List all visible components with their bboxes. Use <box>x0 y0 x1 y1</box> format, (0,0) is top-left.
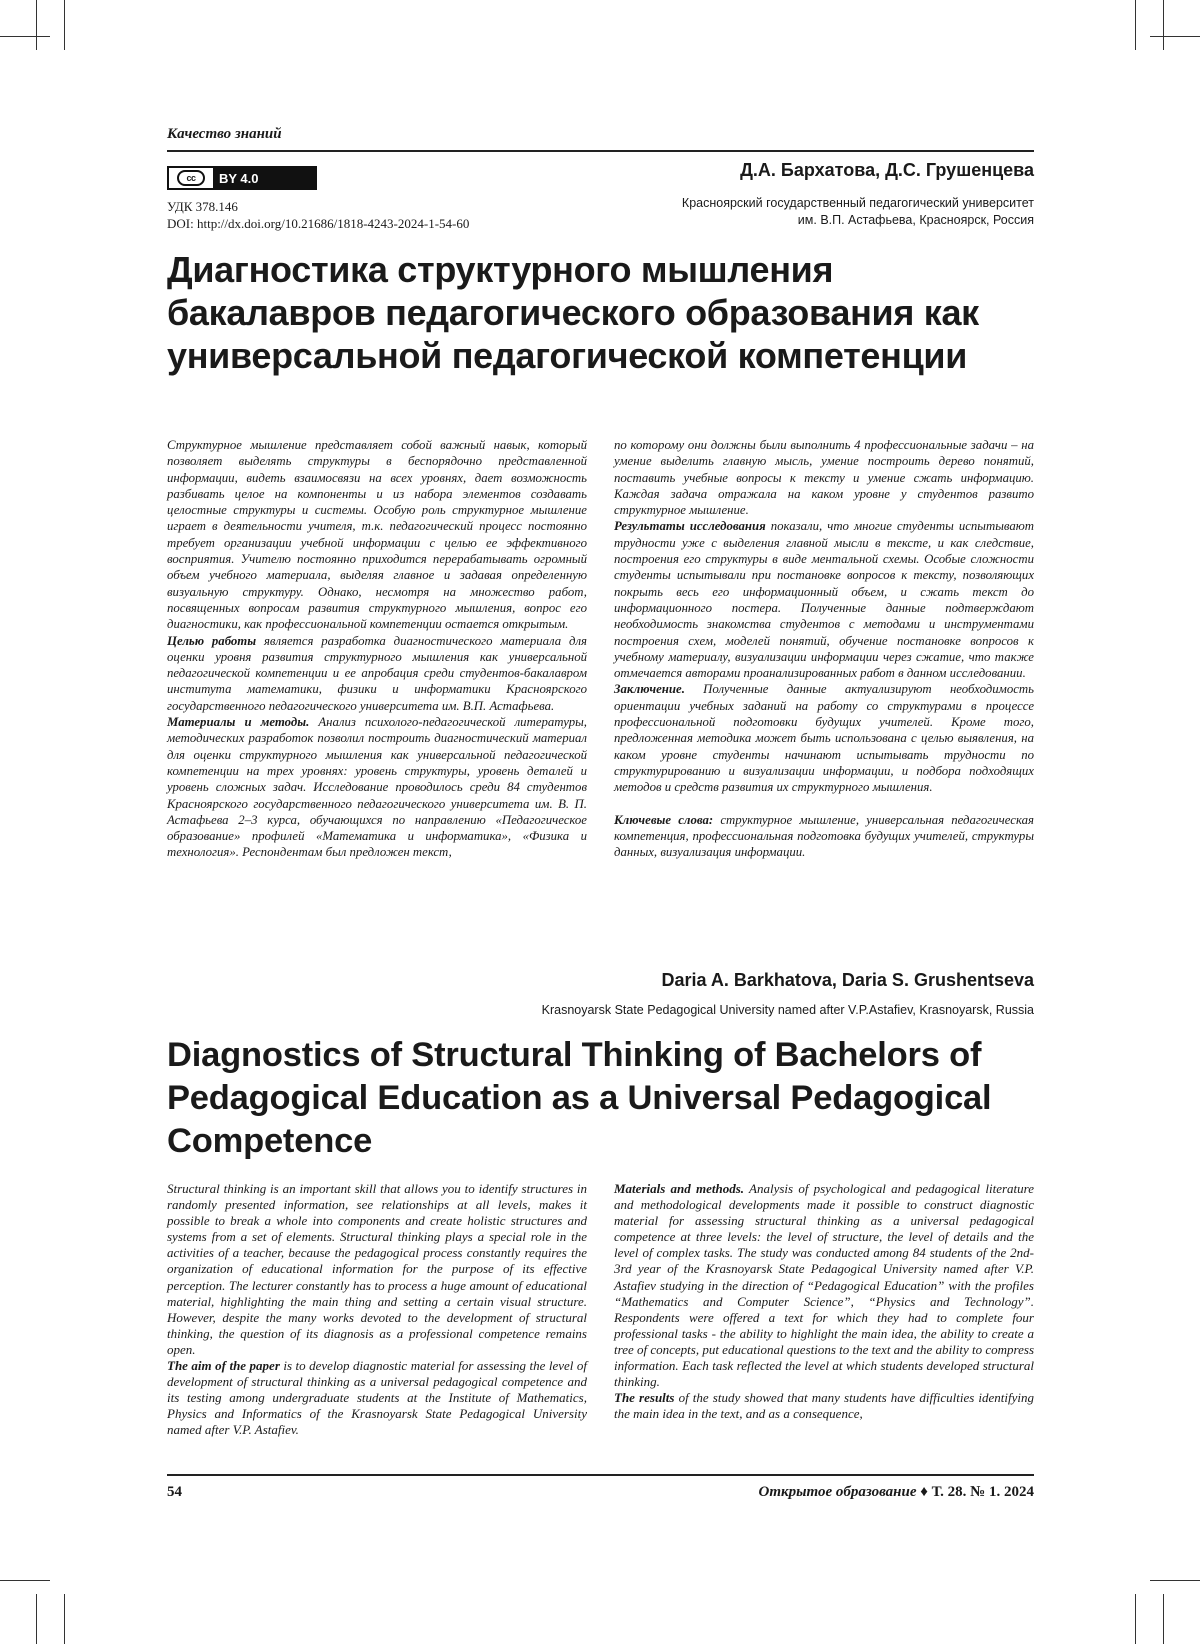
abstract-ru-column-left <box>167 437 587 861</box>
crop-mark <box>1150 1580 1200 1581</box>
abstract-ru-aim: Целью работы является разработка диагностического материала для оценки уровня развития структурного мышления как универсальной педагогической компетенции и ее апробация среди студентов-бакалавром института математики, физики и информатики Красноярского государственного педагогического университета им. В.П. Астафьева. <box>167 633 587 713</box>
crop-mark <box>1163 0 1164 50</box>
crop-mark <box>0 36 50 37</box>
footer-rule <box>167 1474 1034 1476</box>
crop-mark <box>1150 36 1200 37</box>
journal-name: Открытое образование <box>758 1484 917 1500</box>
abstract-en-column-left <box>167 1181 587 1439</box>
abstract-ru-conclusion: Заключение. Полученные данные актуализируют необходимость ориентации учебных заданий на работу со структурами в процессе профессиональной подготовки будущих учителей. Кроме того, предложенная методика может быть использована с целью выявления, на каком уровне студенты начинают испытывать трудности по структурированию и визуализации информации, и подбора подходящих методов и средств развития их структурного мышления. <box>614 682 1034 795</box>
abstract-ru-intro: Структурное мышление представляет собой важный навык, который позволяет выделять структуры в беспорядочно представленной информации, видеть взаимосвязи на всех уровнях, дает возможность разбивать целое на компоненты и из набора элементов создавать целостные структуры и системы. Особую роль структурное мышление играет в деятельности учителя, т.к. педагогический процесс постоянно требует организации учебной информации с целью ее эффективного восприятия. Учителю постоянно приходится перерабатывать огромный объем учебного материала, выделяя главное и задавая определенную визуальную структуру. Однако, несмотря на множество работ, посвященных вопросам развития структурного мышления, вопрос его диагностики, как профессиональной компетенции остается открытым. <box>167 438 587 632</box>
header-rule <box>167 150 1034 152</box>
crop-mark <box>0 1580 50 1581</box>
abstract-en-column-right <box>614 1181 1034 1422</box>
abstract-ru-methods-continued: по которому они должны были выполнить 4 профессиональные задачи – на умение выделить главную мысль, умение построить дерево понятий, поставить учебные вопросы к тексту и умение сжать информацию. Каждая задача отражала на каком уровне у студентов развито структурное мышление. <box>614 438 1034 518</box>
article-identifiers <box>167 198 469 232</box>
crop-mark <box>1135 0 1136 50</box>
creative-commons-icon: cc <box>177 170 205 186</box>
authors-en: Daria A. Barkhatova, Daria S. Grushentseva <box>661 970 1034 990</box>
license-badge <box>167 166 317 190</box>
abstract-ru-methods: Материалы и методы. Анализ психолого-педагогической литературы, методических разработок позволил построить диагностический материал для оценки структурного мышления как универсальной педагогической компетенции на трех уровнях: уровень структуры, уровень деталей и уровень сложных задач. Исследование проводилось среди 84 студентов Красноярского государственного педагогического университета им. В. П. Астафьева 2–3 курса, обучающихся по направлению «Педагогическое образование» профилей «Математика и информатика», «Физика и технология». Респондентам был предложен текст, <box>167 715 587 860</box>
crop-mark <box>1135 1594 1136 1644</box>
license-label: BY 4.0 <box>213 168 315 188</box>
affiliation-ru: Красноярский государственный педагогический университет им. В.П. Астафьева, Красноярск, Россия <box>681 196 1034 227</box>
doi-link[interactable]: DOI: http://dx.doi.org/10.21686/1818-4243-2024-1-54-60 <box>167 216 470 231</box>
abstract-en-methods: Materials and methods. Analysis of psychological and pedagogical literature and methodological developments made it possible to construct diagnostic material for assessing structural thinking as a universal pedagogical competence at three levels: the level of structure, the level of details and the level of complex tasks. The study was conducted among 84 students of the 2nd-3rd year of the Krasnoyarsk State Pedagogical University named after V.P. Astafiev studying in the direction of “Pedagogical Education” with the profiles “Mathematics and Computer Science”, “Physics and Technology”. Respondents were offered a text for which they had to complete four professional tasks - the ability to highlight the main idea, the ability to create a tree of concepts, put educational questions to the text and the ability to compress information. Each task reflected the level at which students developed structural thinking. <box>614 1181 1035 1390</box>
abstract-ru-column-right <box>614 437 1034 860</box>
keywords-ru: Ключевые слова: структурное мышление, универсальная педагогическая компетенция, профессиональная подготовка будущих учителей, структуры данных, визуализация информации. <box>614 812 1034 860</box>
journal-section-name: Качество знаний <box>167 126 282 142</box>
authors-ru: Д.А. Бархатова, Д.С. Грушенцева <box>740 160 1034 180</box>
crop-mark <box>36 1594 37 1644</box>
affiliation-en: Krasnoyarsk State Pedagogical University named after V.P.Astafiev, Krasnoyarsk, Russia <box>541 1003 1034 1017</box>
page-number: 54 <box>167 1484 182 1500</box>
journal-page <box>167 0 1034 1644</box>
abstract-ru-results: Результаты исследования показали, что многие студенты испытывают трудности уже с выделения главной мысли в тексте, и как следствие, построения его структуры в виде ментальной схемы. Особые сложности студенты испытывали при постановке вопросов к тексту, позволяющих покрыть весь его информационный объем, и сжать текст до информационного постера. Полученные данные подтверждают необходимость знакомства студентов с методами и инструментами построения схем, моделей понятий, обучение постановке вопросов к учебному материалу, визуализации информации через сжатие, что также отмечается авторами проанализированных работ в данном исследовании. <box>614 519 1034 681</box>
article-title-ru: Диагностика структурного мышления бакалавров педагогического образования как универсальной педагогической компетенции <box>167 249 979 376</box>
abstract-en-intro: Structural thinking is an important skill that allows you to identify structures in randomly presented information, see relationships at all levels, makes it possible to break a whole into components and create holistic structures and systems from a set of elements. Structural thinking plays a special role in the activities of a teacher, because the pedagogical process constantly requires the organization of educational information for the purpose of its effective perception. The lecturer constantly has to process a huge amount of educational material, highlighting the main thing and setting a certain visual structure. However, despite the many works devoted to the development of structural thinking, the question of its diagnosis as a professional competence remains open. <box>167 1181 587 1357</box>
crop-mark <box>1163 1594 1164 1644</box>
crop-mark <box>64 1594 65 1644</box>
abstract-en-aim: The aim of the paper is to develop diagnostic material for assessing the level of development of structural thinking as a universal pedagogical competence and its testing among undergraduate students at the Institute of Mathematics, Physics and Informatics of the Krasnoyarsk State Pedagogical University named after V.P. Astafiev. <box>167 1358 587 1438</box>
crop-mark <box>64 0 65 50</box>
journal-issue: Т. 28. № 1. 2024 <box>931 1484 1034 1500</box>
journal-citation <box>759 1484 1034 1501</box>
abstract-en-results: The results of the study showed that many students have difficulties identifying the main idea in the text, and as a consequence, <box>614 1390 1034 1422</box>
crop-mark <box>36 0 37 50</box>
article-title-en: Diagnostics of Structural Thinking of Bachelors of Pedagogical Education as a Universal Pedagogical Competence <box>167 1036 992 1160</box>
udk-code: УДК 378.146 <box>167 199 238 214</box>
diamond-icon: ♦ <box>920 1484 928 1500</box>
